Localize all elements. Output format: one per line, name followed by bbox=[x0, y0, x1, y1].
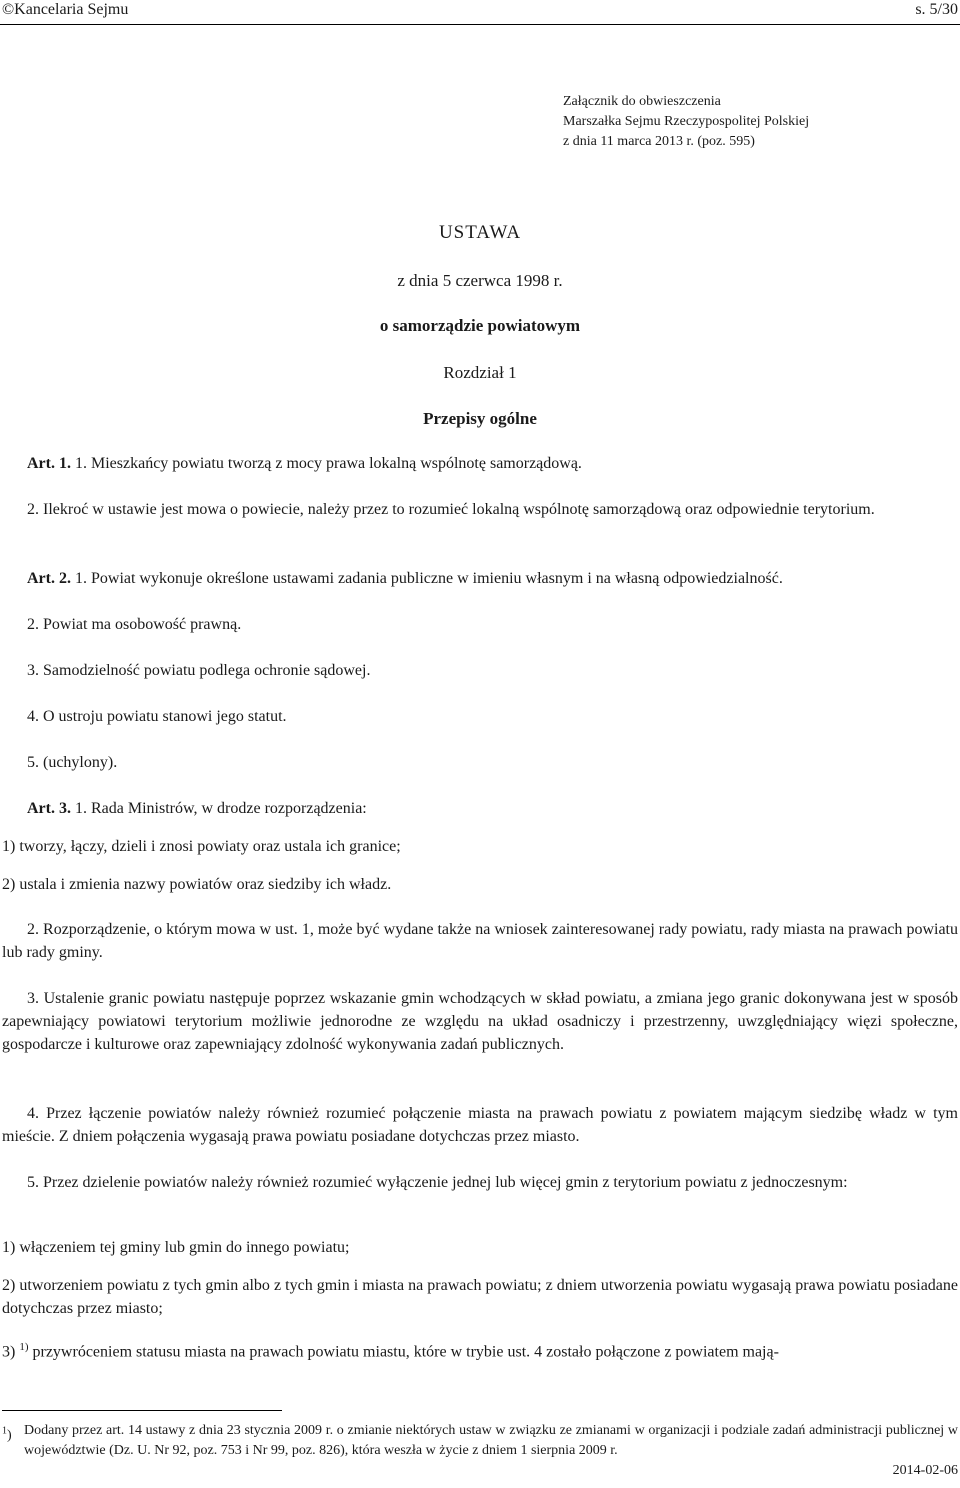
page-header bbox=[0, 0, 960, 25]
article-2-para-2: 2. Powiat ma osobowość prawną. bbox=[27, 616, 242, 633]
point-number: 3) bbox=[2, 1343, 16, 1361]
page-number: s. 5/30 bbox=[915, 1, 958, 18]
article-3-point-1: 1) tworzy, łączy, dzieli i znosi powiaty oraz ustala ich granice; bbox=[2, 838, 401, 855]
article-2-para-3: 3. Samodzielność powiatu podlega ochronie sądowej. bbox=[27, 662, 371, 679]
article-3-para-5: 5. Przez dzielenie powiatów należy również rozumieć wyłączenie jednej lub więcej gmin z terytorium powiatu z jednoczesnym: bbox=[27, 1174, 848, 1191]
article-1-para-1 bbox=[2, 452, 958, 475]
article-label: Art. 2. bbox=[27, 570, 71, 587]
article-3-point-2: 2) ustala i zmienia nazwy powiatów oraz siedziby ich władz. bbox=[2, 876, 392, 893]
chapter-number: Rozdział 1 bbox=[443, 363, 517, 382]
article-3-para-5-point-3 bbox=[2, 1336, 958, 1363]
article-1-para-2: 2. Ilekroć w ustawie jest mowa o powiecie, należy przez to rozumieć lokalną wspólnotę samorządową oraz odpowiednie terytorium. bbox=[27, 501, 875, 518]
article-3-para-1 bbox=[2, 797, 958, 820]
chapter-title: Przepisy ogólne bbox=[423, 409, 537, 428]
article-2-para-5: 5. (uchylony). bbox=[27, 754, 118, 771]
annex-line: Załącznik do obwieszczenia bbox=[563, 94, 721, 109]
footnote-ref[interactable]: 1) bbox=[19, 1341, 29, 1353]
article-3-para-5-point-2: 2) utworzeniem powiatu z tych gmin albo z tych gmin i miasta na prawach powiatu; z dniem utworzenia powiatu wygasają prawa powiatu posiadane dotychczas przez miasto; bbox=[2, 1277, 958, 1317]
article-2-para-4: 4. O ustroju powiatu stanowi jego statut. bbox=[27, 708, 287, 725]
footnote bbox=[2, 1421, 958, 1458]
act-type: USTAWA bbox=[438, 222, 522, 243]
para-text: 1. Rada Ministrów, w drodze rozporządzenia: bbox=[70, 800, 367, 817]
annex-line: z dnia 11 marca 2013 r. (poz. 595) bbox=[563, 134, 755, 149]
footer-date: 2014-02-06 bbox=[892, 1463, 958, 1478]
para-text: 1. Mieszkańcy powiatu tworzą z mocy prawa lokalną wspólnotę samorządową. bbox=[70, 455, 582, 472]
article-3-para-5-point-1: 1) włączeniem tej gminy lub gmin do innego powiatu; bbox=[2, 1239, 350, 1256]
footnote-text: Dodany przez art. 14 ustawy z dnia 23 stycznia 2009 r. o zmianie niektórych ustaw w związku ze zmianami w organizacji i podziale zadań administracji publicznej w województwie (Dz. U. Nr 92, poz. 753 i Nr 99, poz. 826), która weszła w życie z dniem 1 sierpnia 2009 r. bbox=[24, 1423, 958, 1458]
annex-line: Marszałka Sejmu Rzeczypospolitej Polskiej bbox=[563, 114, 810, 129]
act-subject: o samorządzie powiatowym bbox=[379, 316, 581, 335]
act-date: z dnia 5 czerwca 1998 r. bbox=[397, 271, 563, 290]
article-2-para-1 bbox=[2, 567, 958, 590]
article-3-para-3: 3. Ustalenie granic powiatu następuje poprzez wskazanie gmin wchodzących w skład powiatu, a zmiana jego granic dokonywana jest w sposób zapewniający powiatowi terytorium możliwie jednorodne ze względu na układ osadniczy i przestrzenny, uwzględniający więzi społeczne, gospodarcze i kulturowe oraz zapewniający zdolność wykonywania zadań publicznych. bbox=[2, 990, 958, 1053]
header-source: ©Kancelaria Sejmu bbox=[2, 1, 129, 18]
article-label: Art. 3. bbox=[27, 800, 71, 817]
article-3-para-2: 2. Rozporządzenie, o którym mowa w ust. 1, może być wydane także na wniosek zainteresowanej rady powiatu, rady miasta na prawach powiatu lub rady gminy. bbox=[2, 921, 958, 961]
para-text: przywróceniem statusu miasta na prawach powiatu miastu, które w trybie ust. 4 zostało połączone z powiatem mają- bbox=[28, 1343, 779, 1361]
annex-note bbox=[563, 92, 809, 152]
footnote-marker: $^1$) bbox=[2, 1425, 12, 1443]
article-3-para-4: 4. Przez łączenie powiatów należy również rozumieć połączenie miasta na prawach powiatu z powiatem mającym siedzibę władz w tym mieście. Z dniem połączenia wygasają prawa powiatu posiadane dotychczas przez miasto. bbox=[2, 1105, 958, 1145]
article-label: Art. 1. bbox=[27, 455, 71, 472]
para-text: 1. Powiat wykonuje określone ustawami zadania publiczne w imieniu własnym i na własną odpowiedzialność. bbox=[70, 570, 783, 587]
footnote-divider bbox=[2, 1410, 282, 1411]
